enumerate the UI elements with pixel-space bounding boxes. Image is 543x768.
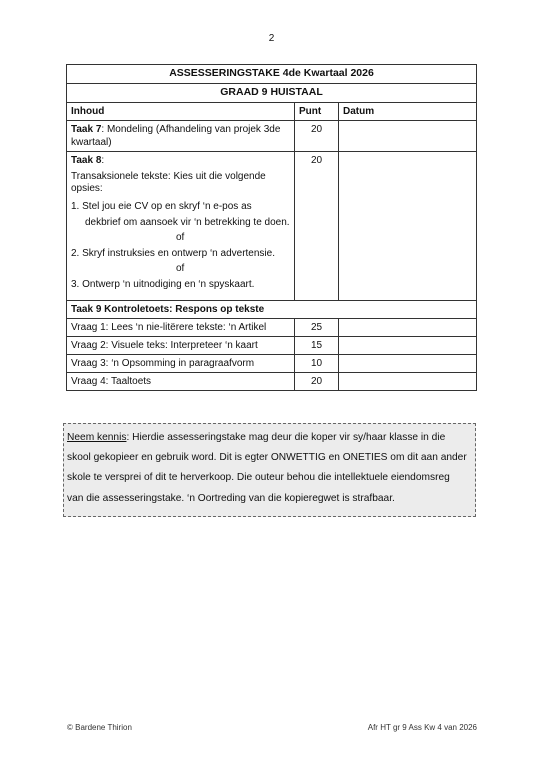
table-subtitle: GRAAD 9 HUISTAAL: [67, 84, 477, 103]
task8-intro: Transaksionele tekste: Kies uit die volgende opsies:: [71, 171, 266, 194]
task8-row: [67, 152, 477, 301]
task8-option2: 2. Skryf instruksies en ontwerp ‘n advertensie.: [71, 247, 275, 259]
header-content: Inhoud: [67, 103, 295, 121]
task7-points: 20: [295, 121, 339, 152]
table-row: [67, 355, 477, 373]
task9-question: Vraag 3: ‘n Opsomming in paragraafvorm: [67, 355, 295, 373]
task7-label: Taak 7: [71, 124, 102, 135]
notice-label: Neem kennis: [67, 432, 127, 443]
table-row: [67, 319, 477, 337]
task9-points: 15: [295, 337, 339, 355]
task9-points: 20: [295, 373, 339, 391]
table-title: ASSESSERINGSTAKE 4de Kwartaal 2026: [67, 65, 477, 84]
task8-label: Taak 8: [71, 155, 102, 166]
task9-date: [339, 355, 477, 373]
task9-date: [339, 337, 477, 355]
task8-option3: 3. Ontwerp ‘n uitnodiging en ‘n spyskaart.: [71, 278, 255, 290]
table-header-row: [67, 103, 477, 121]
task7-text: : Mondeling (Afhandeling van projek 3de kwartaal): [71, 124, 281, 148]
task9-date: [339, 373, 477, 391]
table-title-row: [67, 65, 477, 84]
task9-date: [339, 319, 477, 337]
footer-doc-id: Afr HT gr 9 Ass Kw 4 van 2026: [367, 723, 477, 732]
task8-date: [339, 152, 477, 301]
task7-content: [67, 121, 295, 152]
header-date: Datum: [339, 103, 477, 121]
task9-question: Vraag 4: Taaltoets: [67, 373, 295, 391]
task7-row: [67, 121, 477, 152]
task9-question: Vraag 2: Visuele teks: Interpreteer ‘n kaart: [67, 337, 295, 355]
task8-option1b: dekbrief om aansoek vir ‘n betrekking te doen.: [85, 216, 290, 228]
task7-date: [339, 121, 477, 152]
task8-or-1: of: [176, 232, 185, 243]
page-number: 2: [268, 33, 275, 44]
header-points: Punt: [295, 103, 339, 121]
task9-heading-row: [67, 301, 477, 319]
task8-option1a: 1. Stel jou eie CV op en skryf ‘n e-pos as: [71, 201, 252, 212]
table-subtitle-row: [67, 84, 477, 103]
task8-content: [67, 152, 295, 301]
notice-text: : Hierdie assesseringstake mag deur die koper vir sy/haar klasse in die skool gekopieer en gebruik word. Dit is egter ONWETTIG en ONETIES om dit aan ander skole te versprei of dit te herverkoop. Die outeur behou die intellektuele eiendomsreg van die assesseringstake. ‘n Oortreding van die kopieregwet is strafbaar.: [67, 432, 467, 504]
task8-colon: :: [101, 155, 105, 166]
table-row: [67, 373, 477, 391]
footer-author: © Bardene Thirion: [67, 723, 132, 732]
task9-question: Vraag 1: Lees ‘n nie-litërere tekste: ‘n Artikel: [67, 319, 295, 337]
task9-points: 10: [295, 355, 339, 373]
copyright-notice: [63, 423, 476, 517]
task8-points: 20: [295, 152, 339, 301]
task8-or-2: of: [176, 263, 185, 274]
assessment-table: [66, 64, 477, 391]
task9-points: 25: [295, 319, 339, 337]
table-row: [67, 337, 477, 355]
task9-heading: Taak 9 Kontroletoets: Respons op tekste: [67, 301, 477, 319]
